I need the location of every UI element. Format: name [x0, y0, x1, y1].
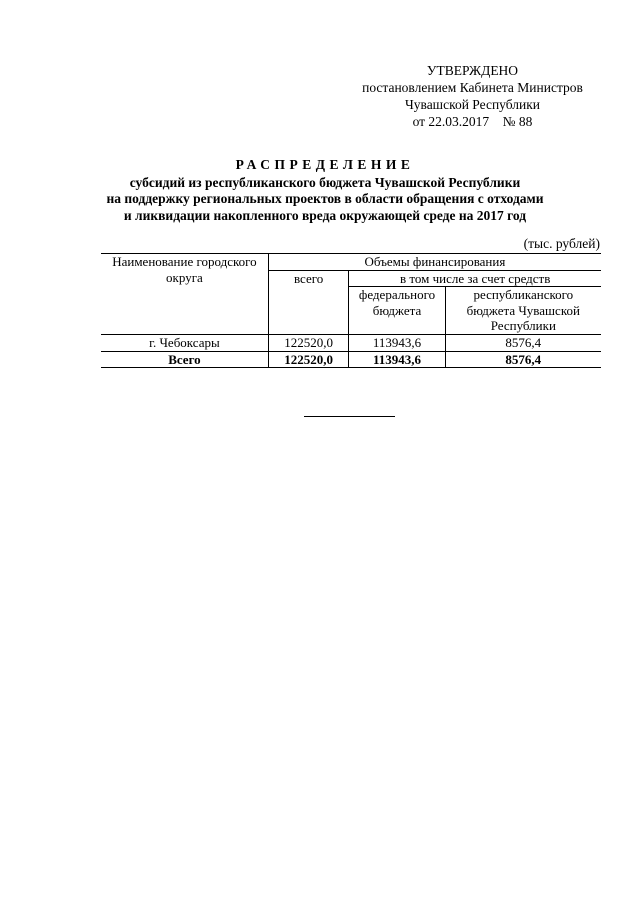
total-row [101, 351, 601, 368]
approval-stamp [345, 62, 600, 130]
units-label: (тыс. рублей) [523, 236, 600, 251]
cell-name: г. Чебоксары [101, 335, 268, 352]
header-federal: федерального бюджета [349, 287, 445, 335]
total-label: Всего [101, 351, 268, 368]
header-funding: Объемы финансирования [268, 254, 601, 271]
closing-divider [304, 416, 395, 417]
header-name: Наименование городского округа [101, 254, 268, 335]
cell-total: 122520,0 [268, 335, 349, 352]
approval-date-number: от 22.03.2017 № 88 [412, 114, 533, 129]
total-sum: 122520,0 [268, 351, 349, 368]
approval-issuer: постановлением Кабинета Министров [362, 80, 583, 95]
total-republic: 8576,4 [445, 351, 601, 368]
document-subtitle-line-2: на поддержку региональных проектов в области обращения с отходами [106, 191, 544, 206]
document-heading: РАСПРЕДЕЛЕНИЕ [235, 157, 415, 172]
header-including: в том числе за счет средств [349, 270, 601, 287]
document-title [90, 157, 560, 224]
header-total: всего [268, 270, 349, 335]
cell-federal: 113943,6 [349, 335, 445, 352]
table-row [101, 335, 601, 352]
approval-issuer-region: Чувашской Республики [404, 97, 541, 112]
distribution-table [101, 253, 601, 368]
header-republic: республиканского бюджета Чувашской Республики [445, 287, 601, 335]
cell-republic: 8576,4 [445, 335, 601, 352]
document-subtitle-line-3: и ликвидации накопленного вреда окружающей среде на 2017 год [123, 207, 527, 223]
approval-title: УТВЕРЖДЕНО [426, 63, 519, 78]
total-federal: 113943,6 [349, 351, 445, 368]
document-subtitle-line-1: субсидий из республиканского бюджета Чувашской Республики [129, 174, 521, 190]
